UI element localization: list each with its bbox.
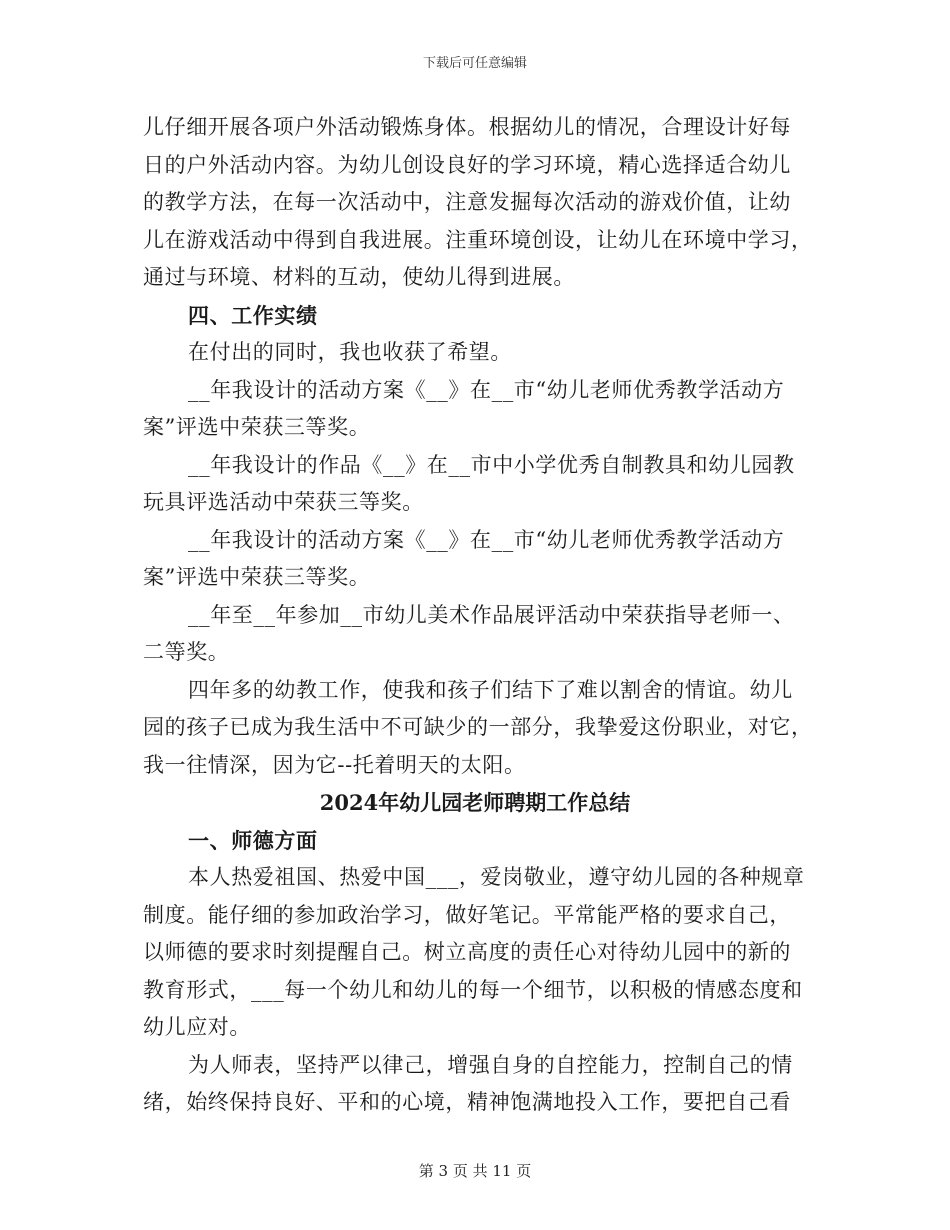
page-number: 第 3 页 共 11 页 — [418, 1162, 532, 1180]
paragraph-line: 我一往情深，因为它--托着明天的太阳。 — [143, 752, 526, 777]
paragraph-line: 绪，始终保持良好、平和的心境，精神饱满地投入工作，要把自己看 — [143, 1090, 791, 1114]
paragraph-line: 本人热爱祖国、热爱中国___，爱岗敬业，遵守幼儿园的各种规章 — [188, 865, 805, 889]
award-line: __年我设计的活动方案《__》在__市“幼儿老师优秀教学活动方 — [188, 377, 785, 402]
paragraph-line: 儿在游戏活动中得到自我进展。注重环境创设，让幼儿在环境中学习， — [143, 227, 813, 252]
award-line: __年我设计的作品《__》在__市中小学优秀自制教具和幼儿园教 — [188, 452, 795, 477]
document-title: 2024年幼儿园老师聘期工作总结 — [319, 790, 631, 815]
award-line: __年至__年参加__市幼儿美术作品展评活动中荣获指导老师一、 — [188, 602, 795, 627]
page-header-note: 下载后可任意编辑 — [422, 56, 527, 71]
paragraph-line: 幼儿应对。 — [143, 1015, 251, 1039]
document-body — [143, 109, 813, 1122]
award-line: 案”评选中荣获三等奖。 — [143, 415, 371, 439]
paragraph-line: 日的户外活动内容。为幼儿创设良好的学习环境，精心选择适合幼儿 — [143, 152, 791, 177]
award-line: 玩具评选活动中荣获三等奖。 — [143, 490, 424, 514]
section-heading-work-results: 四、工作实绩 — [188, 302, 318, 328]
paragraph-line: 的教学方法，在每一次活动中，注意发掘每次活动的游戏价值，让幼 — [143, 190, 791, 214]
paragraph-line: 为人师表，坚持严以律己，增强自身的自控能力，控制自己的情 — [188, 1052, 793, 1077]
paragraph-line: 制度。能仔细的参加政治学习，做好笔记。平常能严格的要求自己， — [143, 902, 791, 927]
award-line: 案”评选中荣获三等奖。 — [143, 565, 371, 589]
award-line: __年我设计的活动方案《__》在__市“幼儿老师优秀教学活动方 — [188, 527, 785, 552]
paragraph-line: 园的孩子已成为我生活中不可缺少的一部分，我挚爱这份职业，对它， — [143, 715, 813, 739]
paragraph-line: 四年多的幼教工作，使我和孩子们结下了难以割舍的情谊。幼儿 — [188, 677, 793, 702]
paragraph-line: 通过与环境、材料的互动，使幼儿得到进展。 — [143, 265, 575, 289]
award-line: 二等奖。 — [143, 640, 230, 664]
paragraph-line: 儿仔细开展各项户外活动锻炼身体。根据幼儿的情况，合理设计好每 — [143, 115, 791, 139]
section-heading-ethics: 一、师德方面 — [188, 827, 318, 853]
paragraph-line: 教育形式，___每一个幼儿和幼儿的每一个细节，以积极的情感态度和 — [143, 977, 803, 1002]
paragraph-line: 以师德的要求时刻提醒自己。树立高度的责任心对待幼儿园中的新的 — [143, 940, 791, 964]
paragraph-line: 在付出的同时，我也收获了希望。 — [188, 340, 512, 364]
